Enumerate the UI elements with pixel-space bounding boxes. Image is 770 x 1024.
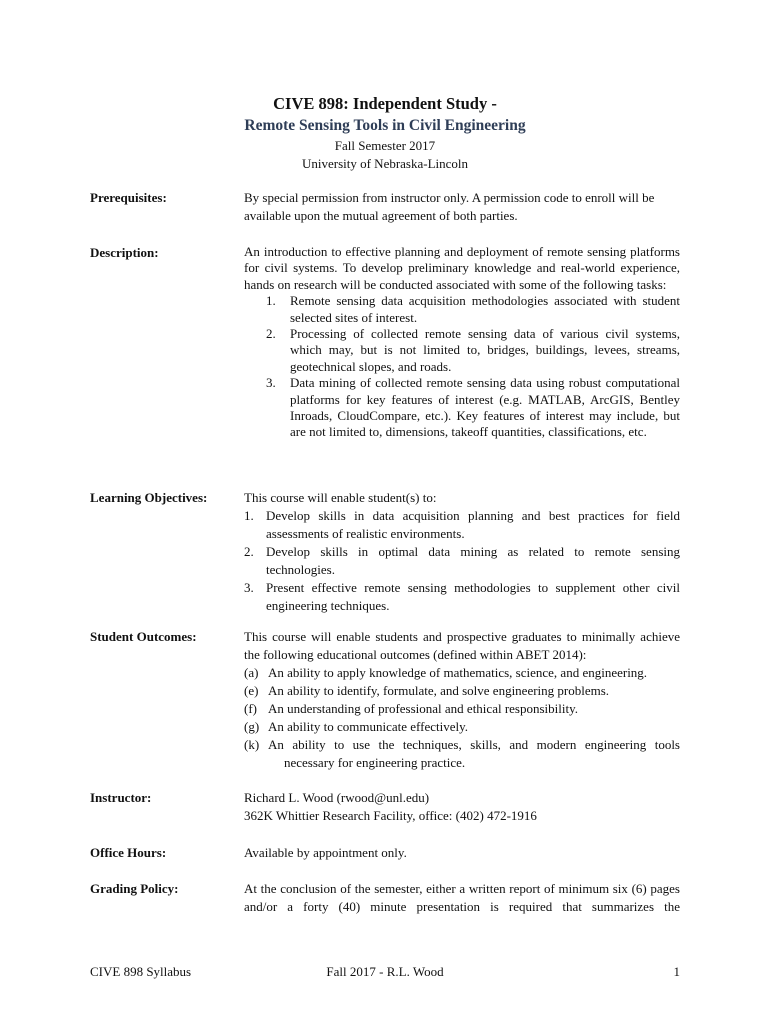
list-item-text: Present effective remote sensing methodologies to supplement other civil engineering techniques.	[266, 580, 680, 613]
list-item: 3. Data mining of collected remote sensing data using robust computational platforms for key features of interest (e.g. MATLAB, ArcGIS, Bentley Inroads, CloudCompare, etc.). Key features of interest may include, but are not limited to, dimensions, takeoff quantities, classifications, etc.	[266, 375, 680, 440]
list-item-text: An ability to communicate effectively.	[268, 719, 468, 734]
list-item-text: An understanding of professional and ethical responsibility.	[268, 701, 579, 716]
instructor-office: 362K Whittier Research Facility, office: (402) 472-1916	[244, 808, 537, 823]
office-hours-text: Available by appointment only.	[244, 845, 407, 860]
list-item: 3. Present effective remote sensing methodologies to supplement other civil engineering techniques.	[244, 580, 680, 613]
document-header	[0, 93, 770, 173]
grading-text: At the conclusion of the semester, either a written report of minimum six (6) pages and/or a forty (40) minute presentation is required that summarizes the	[244, 881, 680, 914]
footer-center: Fall 2017 - R.L. Wood	[326, 964, 444, 979]
list-item-text: An ability to use the techniques, skills, and modern engineering tools	[268, 737, 680, 752]
office-hours-label: Office Hours:	[90, 845, 167, 860]
list-item-text: Remote sensing data acquisition methodologies associated with student selected sites of interest.	[290, 293, 680, 325]
objectives-label: Learning Objectives:	[90, 490, 208, 505]
page-number: 1	[673, 964, 680, 979]
grading-label: Grading Policy:	[90, 881, 179, 896]
list-item: 2. Processing of collected remote sensing data of various civil systems, which may, but is not limited to, bridges, buildings, levees, streams, geotechnical slopes, and roads.	[266, 326, 680, 374]
list-item-text: Develop skills in optimal data mining as related to remote sensing technologies.	[266, 544, 680, 577]
outcomes-list	[244, 664, 680, 772]
instructor-label: Instructor:	[90, 790, 152, 805]
description-body	[244, 244, 680, 441]
list-item-text: An ability to apply knowledge of mathematics, science, and engineering.	[268, 665, 648, 680]
description-intro: An introduction to effective planning and deployment of remote sensing platforms for civil systems. To develop preliminary knowledge and real-world experience, hands on research will be conducted associated with some of the following tasks:	[244, 244, 680, 292]
grading-body	[244, 880, 680, 916]
outcomes-label: Student Outcomes:	[90, 629, 197, 644]
outcomes-intro: This course will enable students and prospective graduates to minimally achieve the following educational outcomes (defined within ABET 2014):	[244, 629, 680, 662]
prerequisites-body	[244, 189, 680, 225]
list-item: 1. Develop skills in data acquisition planning and best practices for field assessments of realistic environments.	[244, 508, 680, 541]
objectives-list	[244, 507, 680, 615]
prerequisites-label: Prerequisites:	[90, 190, 167, 205]
footer-left: CIVE 898 Syllabus	[90, 964, 192, 979]
list-item: (f) An understanding of professional and ethical responsibility.	[244, 701, 579, 716]
outcomes-body	[244, 628, 680, 772]
course-title: CIVE 898: Independent Study -	[273, 94, 497, 113]
list-item-text: Develop skills in data acquisition planning and best practices for field assessments of realistic environments.	[266, 508, 680, 541]
list-item: 1. Remote sensing data acquisition methodologies associated with student selected sites of interest.	[266, 293, 680, 325]
prerequisites-text: By special permission from instructor only. A permission code to enroll will be available upon the mutual agreement of both parties.	[244, 190, 655, 223]
list-item: (a) An ability to apply knowledge of mathematics, science, and engineering.	[244, 665, 648, 680]
objectives-body	[244, 489, 680, 615]
instructor-name: Richard L. Wood (rwood@unl.edu)	[244, 790, 430, 805]
semester: Fall Semester 2017	[334, 138, 436, 153]
course-subtitle: Remote Sensing Tools in Civil Engineering	[244, 117, 526, 134]
list-item-text: Data mining of collected remote sensing data using robust computational platforms for key features of interest (e.g. MATLAB, ArcGIS, Bentley Inroads, CloudCompare, etc.). Key features of interest may include, but are not limited to, dimensions, takeoff quantities, classifications, etc.	[290, 375, 680, 440]
list-item: (e) An ability to identify, formulate, and solve engineering problems.	[244, 683, 610, 698]
university: University of Nebraska-Lincoln	[301, 156, 469, 171]
list-item-continuation: necessary for engineering practice.	[284, 755, 466, 770]
list-item: (g) An ability to communicate effectively.	[244, 719, 468, 734]
office-hours-body	[244, 844, 680, 862]
list-item-text: Processing of collected remote sensing data of various civil systems, which may, but is not limited to, bridges, buildings, levees, streams, geotechnical slopes, and roads.	[290, 326, 680, 374]
list-item-text: An ability to identify, formulate, and solve engineering problems.	[268, 683, 610, 698]
objectives-intro: This course will enable student(s) to:	[244, 490, 437, 505]
description-label: Description:	[90, 245, 159, 260]
list-item: (k) An ability to use the techniques, skills, and modern engineering tools necessary for engineering practice.	[244, 737, 680, 770]
instructor-body	[244, 789, 680, 825]
task-list	[244, 293, 680, 441]
list-item: 2. Develop skills in optimal data mining as related to remote sensing technologies.	[244, 544, 680, 577]
